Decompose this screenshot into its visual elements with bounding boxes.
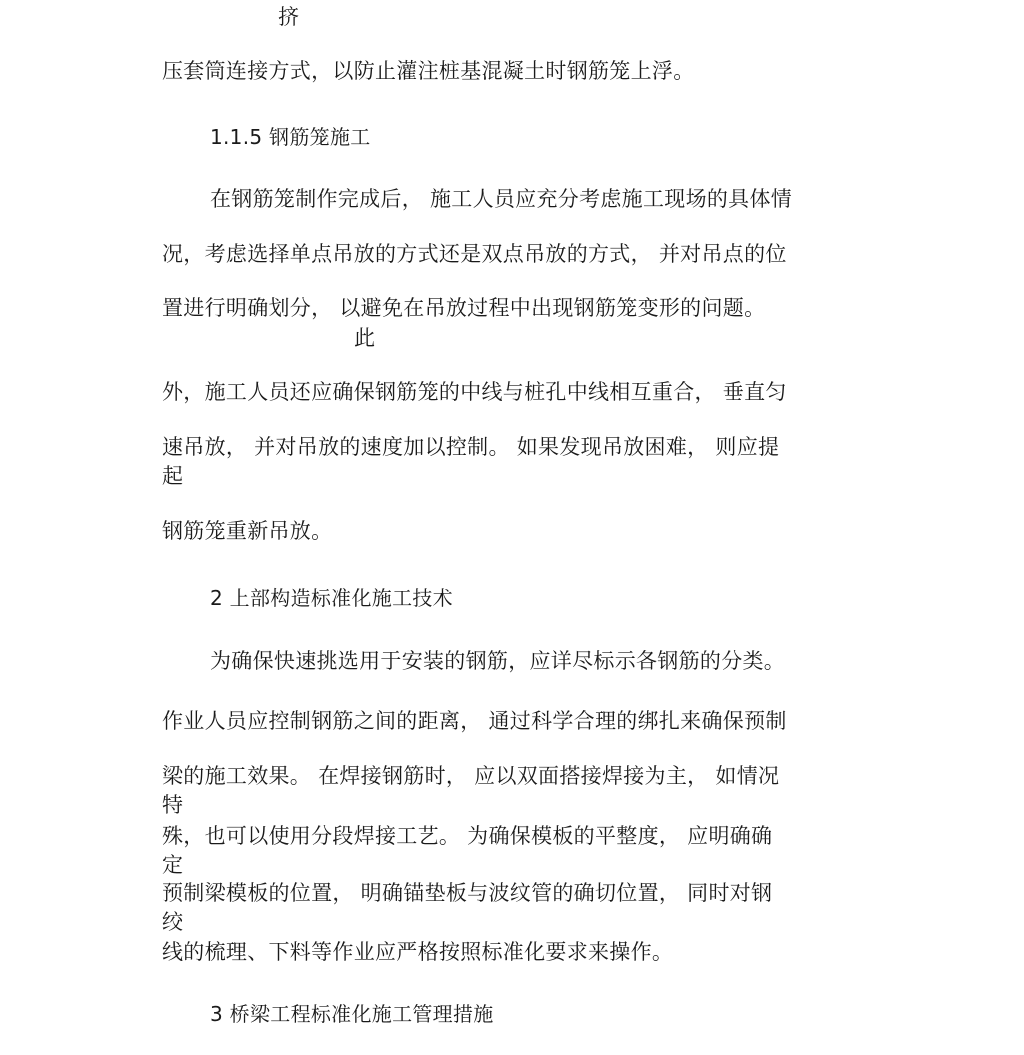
text-line: 外，施工人员还应确保钢筋笼的中线与桩孔中线相互重合， 垂直匀 (162, 380, 787, 404)
text-line: 钢筋笼重新吊放。 (162, 519, 333, 543)
text-line: 压套筒连接方式，以防止灌注桩基混凝土时钢筋笼上浮。 (162, 59, 695, 83)
text-line: 殊，也可以使用分段焊接工艺。 为确保模板的平整度， 应明确确 (162, 824, 773, 848)
section-heading: 3 桥梁工程标准化施工管理措施 (210, 1002, 494, 1026)
text-line: 速吊放， 并对吊放的速度加以控制。 如果发现吊放困难， 则应提 (162, 435, 780, 459)
text-line: 况，考虑选择单点吊放的方式还是双点吊放的方式， 并对吊点的位 (162, 242, 787, 266)
section-heading: 2 上部构造标准化施工技术 (210, 586, 453, 610)
text-line: 梁的施工效果。 在焊接钢筋时， 应以双面搭接焊接为主， 如情况 (162, 764, 780, 788)
section-heading: 1.1.5 钢筋笼施工 (210, 125, 371, 149)
text-line: 置进行明确划分， 以避免在吊放过程中出现钢筋笼变形的问题。 (162, 296, 766, 320)
text-line: 为确保快速挑选用于安装的钢筋，应详尽标示各钢筋的分类。 (210, 649, 786, 673)
text-line: 作业人员应控制钢筋之间的距离， 通过科学合理的绑扎来确保预制 (162, 709, 787, 733)
text-line: 特 (162, 793, 184, 817)
text-line: 在钢筋笼制作完成后， 施工人员应充分考虑施工现场的具体情 (210, 187, 793, 211)
text-line: 挤 (278, 5, 300, 29)
text-line: 线的梳理、下料等作业应严格按照标准化要求来操作。 (162, 940, 674, 964)
text-line: 定 (162, 853, 184, 877)
text-line: 绞 (162, 910, 184, 934)
text-line: 此 (354, 326, 376, 350)
text-line: 预制梁模板的位置， 明确锚垫板与波纹管的确切位置， 同时对钢 (162, 881, 773, 905)
text-line: 起 (162, 464, 184, 488)
